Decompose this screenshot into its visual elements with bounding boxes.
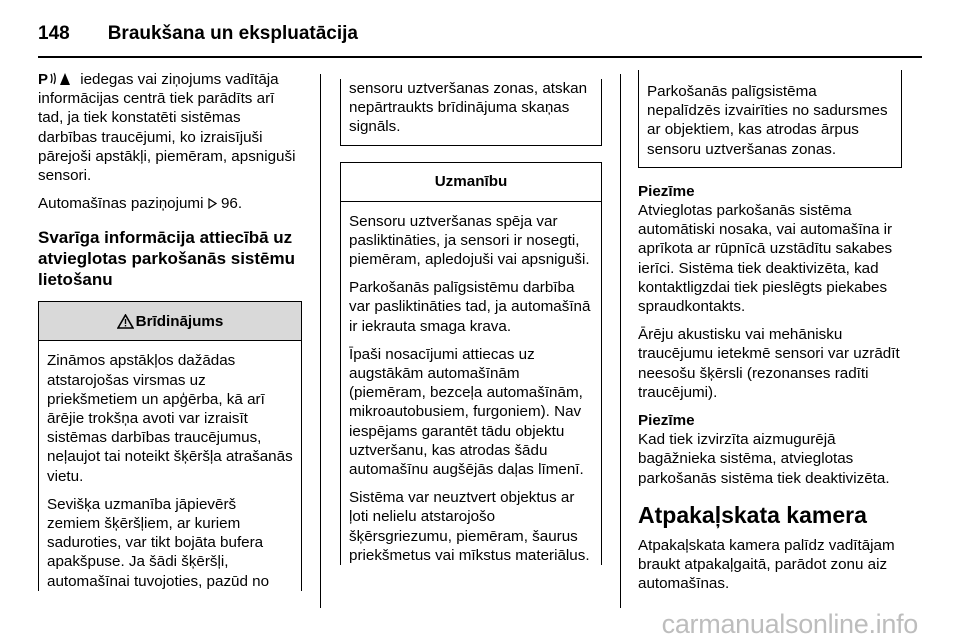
page-reference-arrow-icon <box>208 195 217 206</box>
page-header <box>38 14 358 54</box>
continued-warning-box <box>340 79 602 146</box>
messages-page: 96. <box>220 195 243 213</box>
intro-paragraph: P iedegas vai ziņojums vadītāja informācijas centrā tiek parādīts arī tad, ja tiek konstatēti sistēmas darbības traucējumi, ko izraisījuši pārejoši apstākļi, piemēram, apsniguši sensori. <box>38 71 296 185</box>
warning-title: Brīdinājums <box>135 312 224 330</box>
warning-paragraph-1: Zināmos apstākļos dažādas atstarojošas virsmas uz priekšmetiem un apģērba, kā arī ārējie trokšņa avoti var izraisīt sistēmas darbības traucējumus, neļaujot tai noteikt šķēršļa atrašanās vietu. <box>47 352 293 485</box>
header-rule <box>38 56 922 58</box>
section-title-rear-camera: Atpakaļskata kamera <box>638 501 867 528</box>
note-label-2: Piezīme <box>638 412 695 430</box>
caution-paragraph-4: Sistēma var neuztvert objektus ar ļoti nelielu atstarojošo šķērsgriezumu, piemēram, šaurus priekšmetus vai mīkstus materiālus. <box>349 489 590 564</box>
caution-box-header <box>340 162 602 202</box>
continued-caution-box <box>638 70 902 168</box>
note-1-text: Atvieglotas parkošanās sistēma automātiski nosaka, vai automašīna ir aprīkota ar rūpnīcā uzstādītu sakabes ierīci. Sistēma tiek deaktivizēta, kad kontaktligzdai tiek pieslēgts piekabes spraudkontakts. <box>638 202 893 316</box>
note-label-1: Piezīme <box>638 182 695 200</box>
continued-warning-text: sensoru uztveršanas zonas, atskan nepārtraukts brīdinājuma skaņas signāls. <box>349 80 588 136</box>
warning-triangle-icon <box>117 314 134 329</box>
column-divider-1 <box>320 74 321 608</box>
caution-box-body <box>340 202 602 565</box>
continued-caution-text: Parkošanās palīgsistēma nepalīdzēs izvairīties no sadursmes ar objektiem, kas atrodas ārpus sensoru uztveršanas zonas. <box>647 83 888 158</box>
warning-paragraph-2: Sevišķa uzmanība jāpievērš zemiem šķēršļiem, ar kuriem saduroties, var tikt bojāta bufera apakšpuse. Ja šādi šķēršļi, automašīnai tuvojoties, pazūd no <box>47 495 270 590</box>
column-1 <box>38 70 302 600</box>
watermark: carmanualsonline.info <box>661 609 918 639</box>
note-1-text-2: Ārēju akustisku vai mehānisku traucējumu ietekmē sensori var uzrādīt neesošu šķērsli (rezonanses radīti traucējumi). <box>638 326 900 401</box>
svg-text:P: P <box>38 71 49 86</box>
parking-assist-icon <box>38 71 76 86</box>
column-3 <box>638 70 902 602</box>
warning-box-body <box>38 341 302 590</box>
note-2-text: Kad tiek izvirzīta aizmugurējā bagāžnieka sistēma, atvieglotas parkošanās sistēma tiek deaktivizēta. <box>638 431 890 487</box>
messages-reference: Automašīnas paziņojumi 96. <box>38 195 243 213</box>
column-2 <box>340 70 602 574</box>
page-number: 148 <box>38 23 70 44</box>
caution-title: Uzmanību <box>434 173 508 190</box>
caution-paragraph-2: Parkošanās palīgsistēmu darbība var pasliktināties tad, ja automašīnā ir iekrauta smaga krava. <box>349 279 591 335</box>
caution-paragraph-1: Sensoru uztveršanas spēja var pasliktināties, ja sensori ir nosegti, piemēram, apledojuši vai apsniguši. <box>349 212 590 269</box>
column-divider-2 <box>620 74 621 608</box>
caution-paragraph-3: Īpaši nosacījumi attiecas uz augstākām automašīnām (piemēram, bezceļa automašīnām, mikroautobusiem, furgoniem). Nav iespējams garantēt tādu objektu uztveršanu, kas atrodas šādu automašīnu augšējās daļas līmenī. <box>349 345 584 479</box>
warning-box-header <box>38 301 302 341</box>
chapter-title: Braukšana un ekspluatācija <box>107 23 358 44</box>
section-heading-important: Svarīga informācija attiecībā uz atvieglotas parkošanās sistēmu lietošanu <box>38 228 296 290</box>
rear-camera-text: Atpakaļskata kamera palīdz vadītājam braukt atpakaļgaitā, parādot zonu aiz automašīnas. <box>638 536 895 593</box>
